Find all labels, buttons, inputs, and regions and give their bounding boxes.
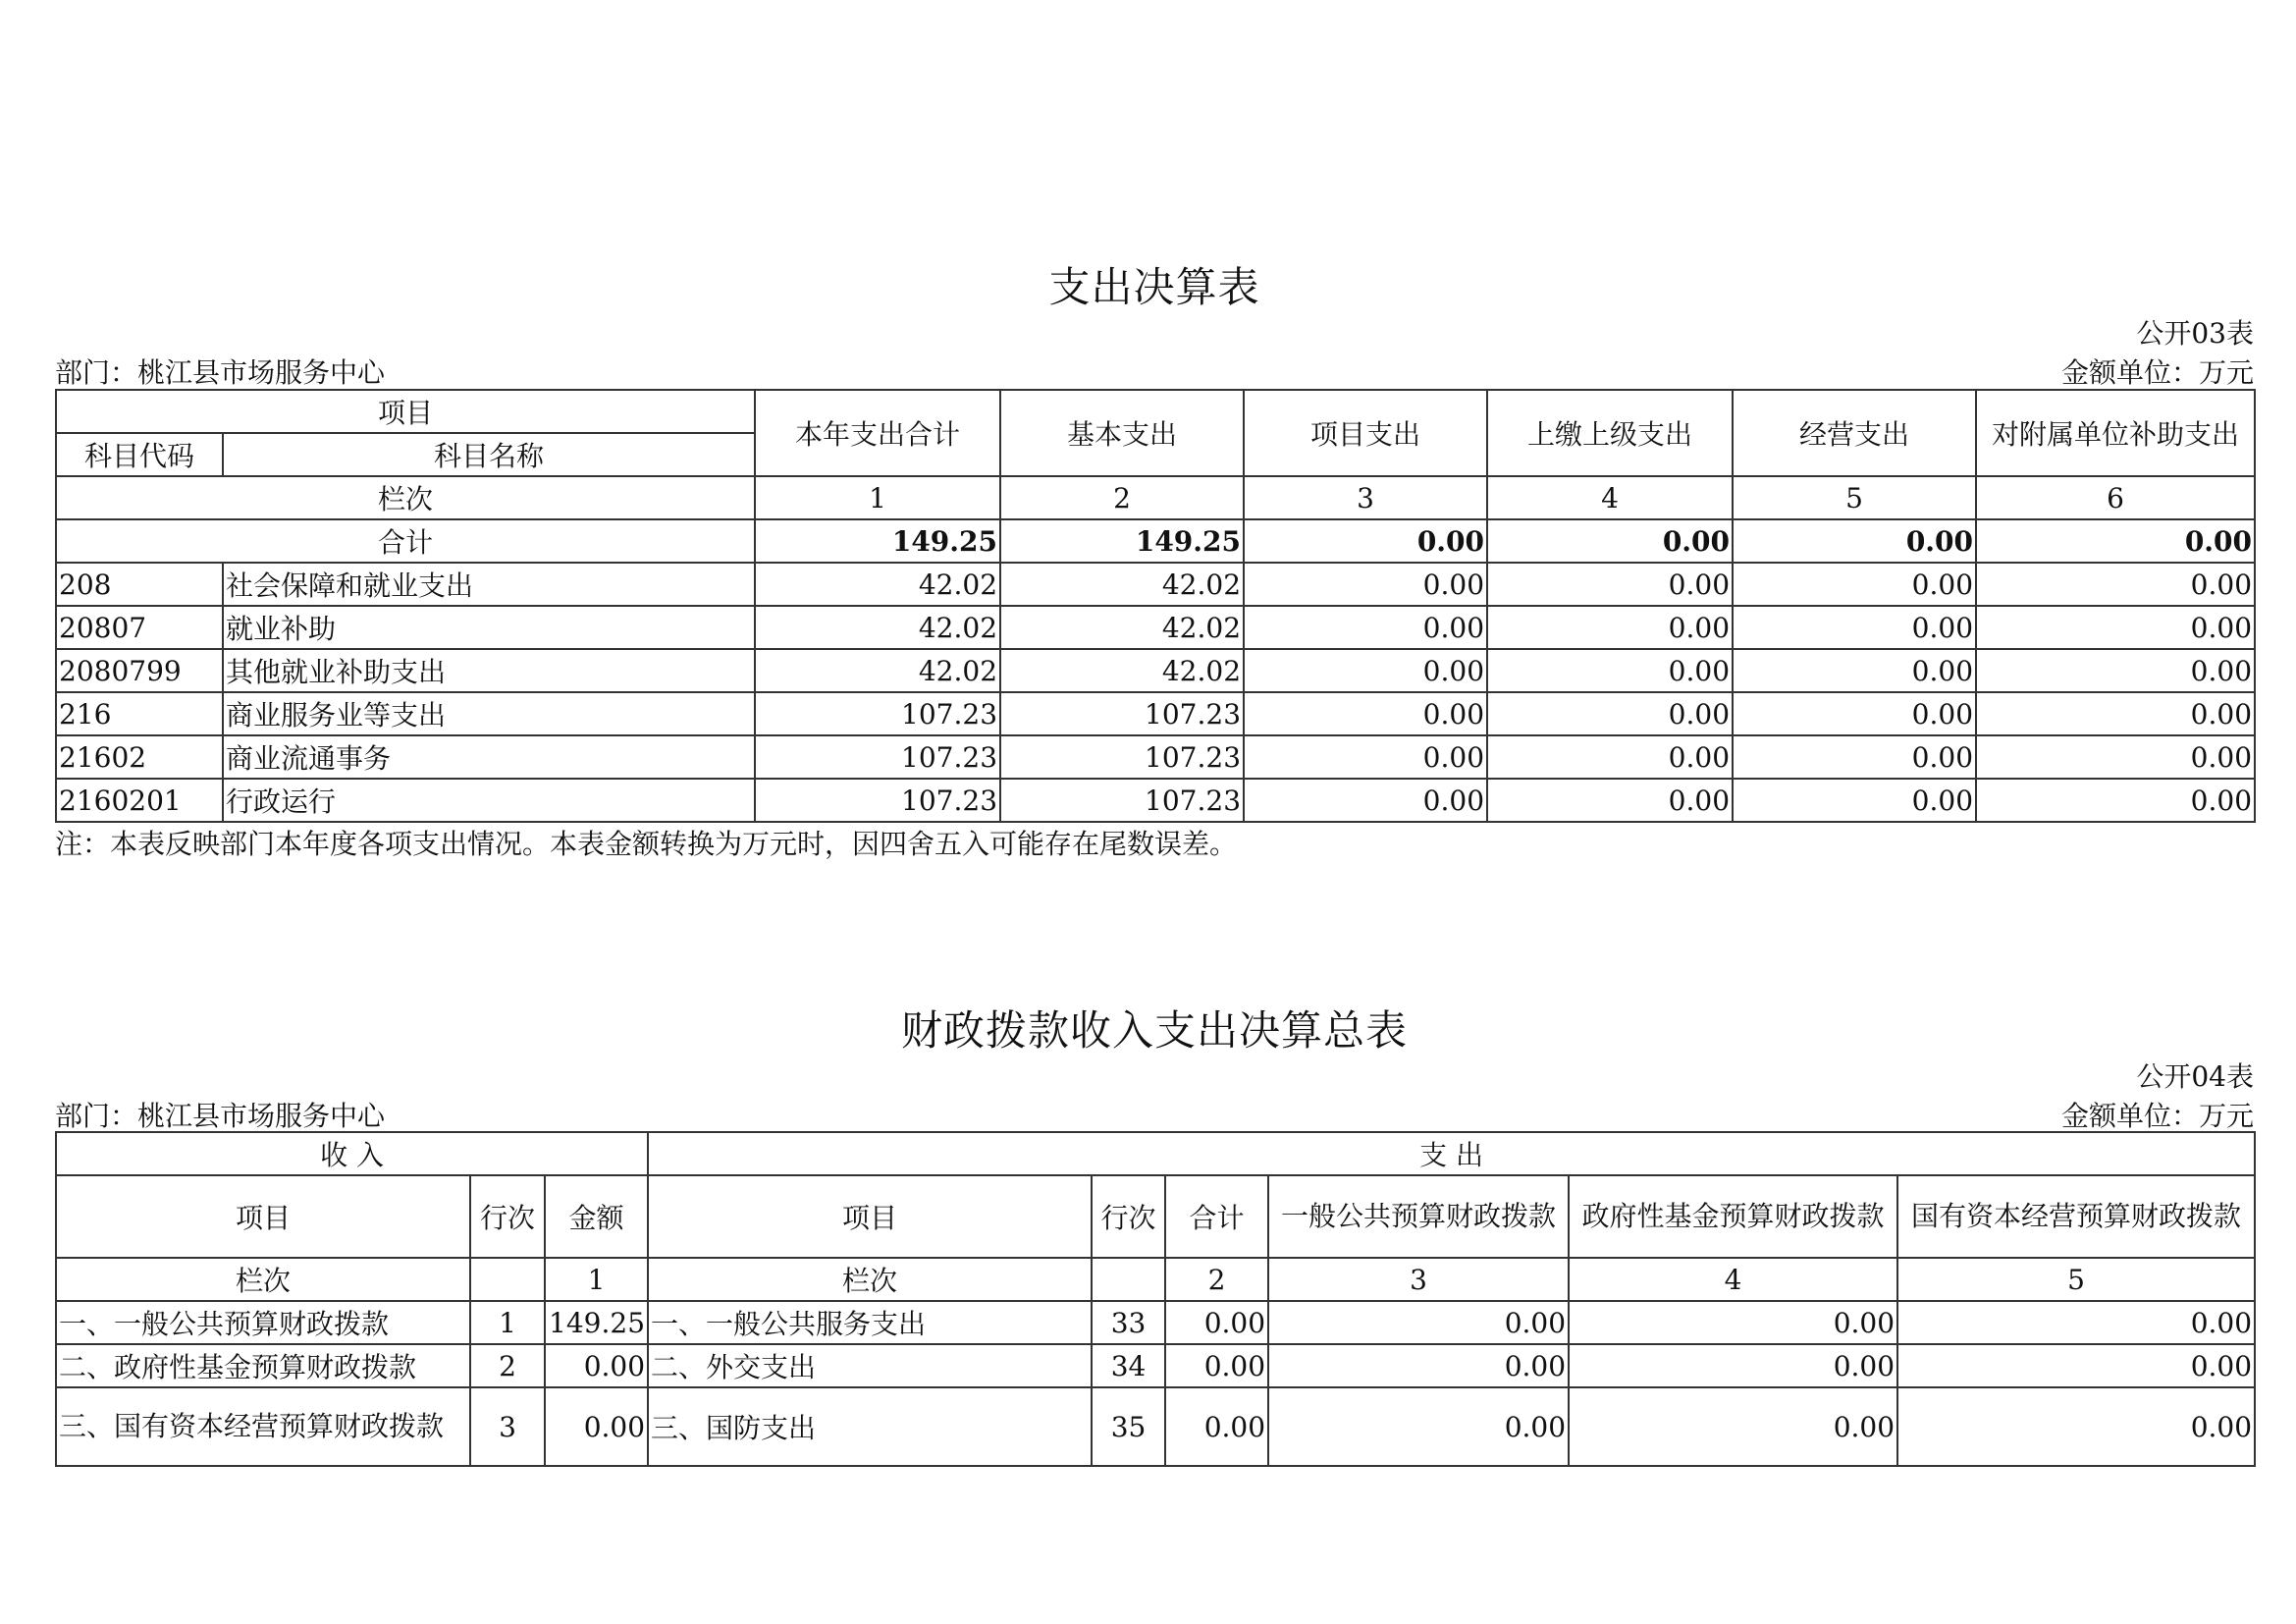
subject-name: 商业流通事务 xyxy=(223,735,755,779)
income-item: 一、一般公共预算财政拨款 xyxy=(56,1301,470,1344)
header-business-expense: 经营支出 xyxy=(1733,390,1976,476)
header-expense-item: 项目 xyxy=(648,1175,1092,1258)
header-gov-fund: 政府性基金预算财政拨款 xyxy=(1569,1175,1897,1258)
expense-item: 二、外交支出 xyxy=(648,1344,1092,1387)
order-num: 1 xyxy=(755,476,1000,519)
cell-value: 0.00 xyxy=(1897,1344,2255,1387)
total-value: 0.00 xyxy=(1487,519,1733,563)
cell-value: 0.00 xyxy=(1165,1387,1268,1466)
order-num: 4 xyxy=(1569,1258,1897,1301)
empty-cell xyxy=(1092,1258,1165,1301)
cell-value: 0.00 xyxy=(1165,1301,1268,1344)
subject-name: 商业服务业等支出 xyxy=(223,692,755,735)
header-income-item: 项目 xyxy=(56,1175,470,1258)
cell-value: 0.00 xyxy=(1268,1344,1569,1387)
income-item: 三、国有资本经营预算财政拨款 xyxy=(56,1387,470,1466)
cell-value: 0.00 xyxy=(1976,779,2255,822)
cell-value: 0.00 xyxy=(1569,1301,1897,1344)
cell-value: 0.00 xyxy=(1569,1344,1897,1387)
subject-name: 其他就业补助支出 xyxy=(223,649,755,692)
expense-row-no: 33 xyxy=(1092,1301,1165,1344)
subject-code: 208 xyxy=(56,563,223,606)
header-upper-expense: 上缴上级支出 xyxy=(1487,390,1733,476)
header-income: 收 入 xyxy=(56,1132,648,1175)
total-value: 0.00 xyxy=(1244,519,1487,563)
cell-value: 0.00 xyxy=(1268,1301,1569,1344)
cell-value: 42.02 xyxy=(1000,606,1244,649)
order-label: 栏次 xyxy=(56,476,755,519)
expense-item: 三、国防支出 xyxy=(648,1387,1092,1466)
cell-value: 107.23 xyxy=(1000,735,1244,779)
order-num: 3 xyxy=(1268,1258,1569,1301)
cell-value: 0.00 xyxy=(1733,649,1976,692)
subject-name: 就业补助 xyxy=(223,606,755,649)
cell-value: 42.02 xyxy=(1000,563,1244,606)
table1-note: 注：本表反映部门本年度各项支出情况。本表金额转换为万元时，因四舍五入可能存在尾数误差。 xyxy=(55,828,1238,860)
income-row-no: 3 xyxy=(470,1387,545,1466)
header-income-row-no: 行次 xyxy=(470,1175,545,1258)
subject-name: 行政运行 xyxy=(223,779,755,822)
income-amount: 0.00 xyxy=(545,1387,648,1466)
cell-value: 0.00 xyxy=(1244,779,1487,822)
order-num: 5 xyxy=(1733,476,1976,519)
order-num: 5 xyxy=(1897,1258,2255,1301)
table-row xyxy=(56,1387,2255,1466)
order-num: 6 xyxy=(1976,476,2255,519)
cell-value: 42.02 xyxy=(1000,649,1244,692)
cell-value: 0.00 xyxy=(1733,692,1976,735)
table2-code: 公开04表 xyxy=(2136,1060,2254,1093)
cell-value: 0.00 xyxy=(1569,1387,1897,1466)
header-expense: 支 出 xyxy=(648,1132,2255,1175)
total-value: 149.25 xyxy=(1000,519,1244,563)
cell-value: 0.00 xyxy=(1733,779,1976,822)
cell-value: 0.00 xyxy=(1976,606,2255,649)
cell-value: 0.00 xyxy=(1487,563,1733,606)
income-row-no: 1 xyxy=(470,1301,545,1344)
cell-value: 107.23 xyxy=(1000,779,1244,822)
cell-value: 0.00 xyxy=(1733,563,1976,606)
subject-code: 2160201 xyxy=(56,779,223,822)
table2-title: 财政拨款收入支出决算总表 xyxy=(900,1006,1408,1055)
expense-item: 一、一般公共服务支出 xyxy=(648,1301,1092,1344)
income-row-no: 2 xyxy=(470,1344,545,1387)
table2-dept: 部门：桃江县市场服务中心 xyxy=(55,1100,386,1132)
header-sum: 合计 xyxy=(1165,1175,1268,1258)
table-row xyxy=(56,1301,2255,1344)
cell-value: 0.00 xyxy=(1244,649,1487,692)
fiscal-section xyxy=(55,0,2254,1624)
income-amount: 0.00 xyxy=(545,1344,648,1387)
cell-value: 42.02 xyxy=(755,606,1000,649)
order-num: 1 xyxy=(545,1258,648,1301)
subject-code: 21602 xyxy=(56,735,223,779)
table1-unit: 金额单位：万元 xyxy=(2060,356,2254,389)
header-total-expense: 本年支出合计 xyxy=(755,390,1000,476)
table1-title: 支出决算表 xyxy=(1048,263,1260,311)
total-value: 0.00 xyxy=(1976,519,2255,563)
order-label: 栏次 xyxy=(648,1258,1092,1301)
header-state-capital: 国有资本经营预算财政拨款 xyxy=(1897,1175,2255,1258)
order-num: 2 xyxy=(1000,476,1244,519)
cell-value: 0.00 xyxy=(1268,1387,1569,1466)
cell-value: 0.00 xyxy=(1976,563,2255,606)
cell-value: 107.23 xyxy=(1000,692,1244,735)
order-num: 3 xyxy=(1244,476,1487,519)
subject-code: 2080799 xyxy=(56,649,223,692)
cell-value: 0.00 xyxy=(1733,606,1976,649)
subject-name: 社会保障和就业支出 xyxy=(223,563,755,606)
total-value: 149.25 xyxy=(755,519,1000,563)
order-num: 2 xyxy=(1165,1258,1268,1301)
cell-value: 0.00 xyxy=(1244,735,1487,779)
cell-value: 0.00 xyxy=(1976,649,2255,692)
empty-cell xyxy=(470,1258,545,1301)
header-subject-name: 科目名称 xyxy=(223,433,755,476)
cell-value: 42.02 xyxy=(755,649,1000,692)
cell-value: 0.00 xyxy=(1244,563,1487,606)
cell-value: 0.00 xyxy=(1897,1387,2255,1466)
table1-code: 公开03表 xyxy=(2136,317,2254,350)
cell-value: 0.00 xyxy=(1487,779,1733,822)
table1-dept: 部门：桃江县市场服务中心 xyxy=(55,356,386,389)
cell-value: 0.00 xyxy=(1487,692,1733,735)
header-expense-row-no: 行次 xyxy=(1092,1175,1165,1258)
income-amount: 149.25 xyxy=(545,1301,648,1344)
cell-value: 0.00 xyxy=(1244,692,1487,735)
cell-value: 107.23 xyxy=(755,692,1000,735)
cell-value: 0.00 xyxy=(1487,606,1733,649)
header-project: 项目 xyxy=(56,390,755,433)
cell-value: 0.00 xyxy=(1165,1344,1268,1387)
cell-value: 0.00 xyxy=(1487,735,1733,779)
cell-value: 0.00 xyxy=(1976,735,2255,779)
header-basic-expense: 基本支出 xyxy=(1000,390,1244,476)
income-item: 二、政府性基金预算财政拨款 xyxy=(56,1344,470,1387)
order-num: 4 xyxy=(1487,476,1733,519)
cell-value: 42.02 xyxy=(755,563,1000,606)
total-label: 合计 xyxy=(56,519,755,563)
subject-code: 20807 xyxy=(56,606,223,649)
cell-value: 107.23 xyxy=(755,735,1000,779)
cell-value: 0.00 xyxy=(1244,606,1487,649)
total-value: 0.00 xyxy=(1733,519,1976,563)
table2-unit: 金额单位：万元 xyxy=(2060,1100,2254,1132)
order-label: 栏次 xyxy=(56,1258,470,1301)
cell-value: 0.00 xyxy=(1487,649,1733,692)
subject-code: 216 xyxy=(56,692,223,735)
expense-row-no: 34 xyxy=(1092,1344,1165,1387)
header-subject-code: 科目代码 xyxy=(56,433,223,476)
fiscal-table xyxy=(55,1131,2256,1467)
cell-value: 0.00 xyxy=(1897,1301,2255,1344)
header-general-budget: 一般公共预算财政拨款 xyxy=(1268,1175,1569,1258)
expense-row-no: 35 xyxy=(1092,1387,1165,1466)
cell-value: 0.00 xyxy=(1733,735,1976,779)
cell-value: 0.00 xyxy=(1976,692,2255,735)
header-project-expense: 项目支出 xyxy=(1244,390,1487,476)
header-income-amount: 金额 xyxy=(545,1175,648,1258)
header-subsidy-expense: 对附属单位补助支出 xyxy=(1976,390,2255,476)
cell-value: 107.23 xyxy=(755,779,1000,822)
table-row xyxy=(56,1344,2255,1387)
